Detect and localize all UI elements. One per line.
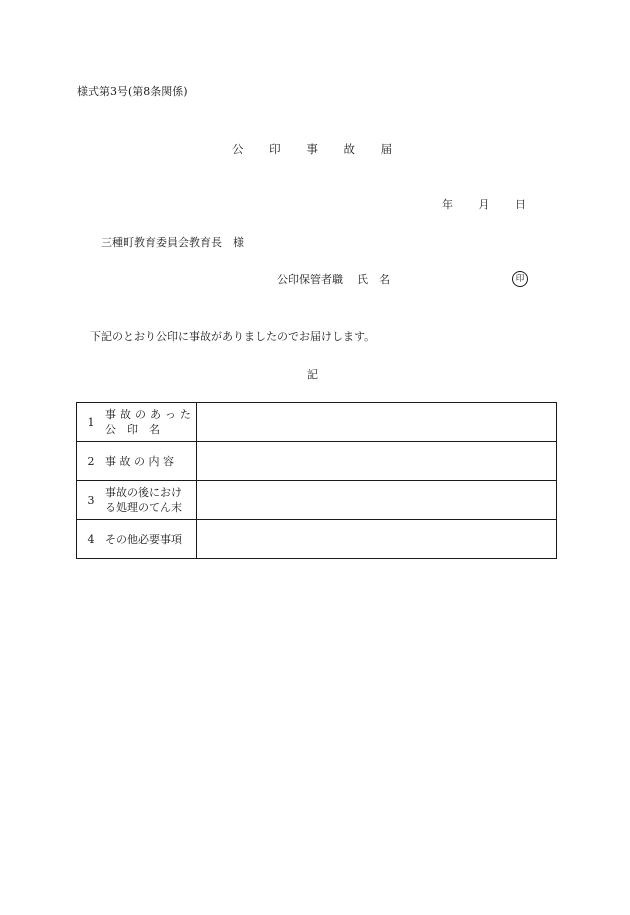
ki-heading: 記 (307, 368, 318, 381)
row-label-cell (77, 481, 197, 520)
row-value-cell[interactable] (197, 442, 557, 481)
row-label-line: 事故のあった (105, 408, 195, 421)
form-number: 様式第3号(第8条関係) (77, 85, 188, 98)
year-label: 年 (442, 198, 453, 211)
row-label-line: 公 印 名 (105, 423, 160, 436)
row-number: 4 (87, 532, 95, 546)
row-label (105, 485, 196, 515)
seal-mark: 印 (512, 271, 528, 287)
title-char: 公 (232, 142, 244, 156)
row-label (105, 407, 196, 437)
document-title (232, 142, 392, 156)
table-row (77, 481, 557, 520)
applicant-name-label: 氏 名 (357, 273, 390, 286)
row-label-cell (77, 520, 197, 559)
title-char: 届 (380, 142, 393, 156)
row-value-cell[interactable] (197, 403, 557, 442)
row-value-cell[interactable] (197, 520, 557, 559)
row-number: 3 (87, 493, 95, 507)
applicant-position: 公印保管者職 (277, 273, 343, 286)
title-char: 事 (306, 142, 318, 156)
title-char: 印 (269, 142, 281, 156)
row-label-line: 事 故 の 内 容 (105, 454, 174, 468)
row-label-cell (77, 403, 197, 442)
table-row (77, 403, 557, 442)
statement: 下記のとおり公印に事故がありましたのでお届けします。 (90, 330, 376, 343)
table-row (77, 442, 557, 481)
day-label: 日 (515, 198, 526, 211)
addressee: 三種町教育委員会教育長 様 (101, 236, 244, 249)
applicant-line (277, 273, 390, 287)
row-label-line: る処理のてん末 (105, 501, 182, 514)
row-label-line: 事故の後におけ (105, 486, 182, 499)
row-label-cell (77, 442, 197, 481)
row-number: 2 (87, 454, 95, 468)
row-value-cell[interactable] (197, 481, 557, 520)
date-line (442, 198, 526, 212)
row-label (105, 454, 196, 469)
row-label-line: その他必要事項 (105, 532, 182, 546)
title-char: 故 (343, 142, 355, 156)
table-row (77, 520, 557, 559)
row-number: 1 (87, 415, 95, 429)
month-label: 月 (478, 198, 490, 211)
incident-table (76, 402, 557, 559)
row-label (105, 532, 196, 547)
